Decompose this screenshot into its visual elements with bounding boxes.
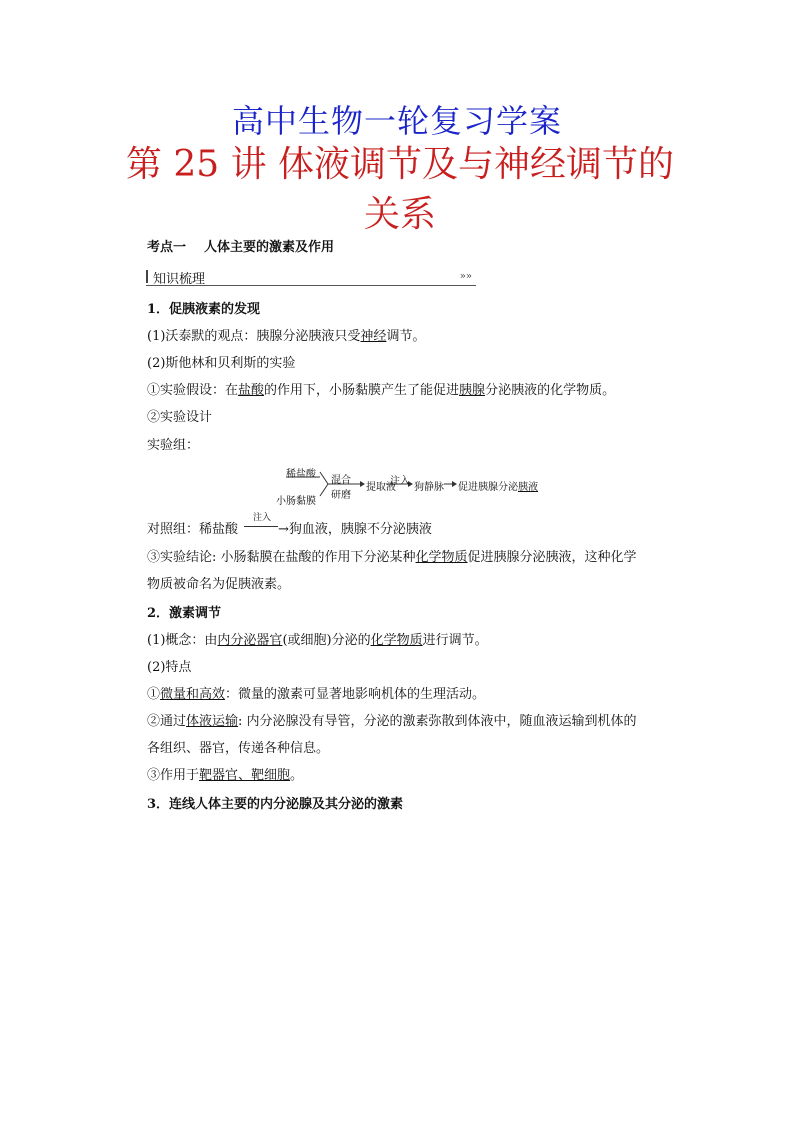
knowledge-tag-bar <box>146 268 476 286</box>
text: ：微量的激素可显著地影响机体的生理活动。 <box>225 687 486 702</box>
heading-gland-matching: 3．连线人体主要的内分泌腺及其分泌的激素 <box>147 797 404 812</box>
underlined-answer: 化学物质 <box>415 550 468 565</box>
text: 。 <box>290 768 304 783</box>
lecture-title: 第 25 讲 体液调节及与神经调节的关系 <box>125 144 675 235</box>
underlined-answer: 体液运输 <box>186 714 239 729</box>
paragraph-conclusion <box>147 548 637 568</box>
underlined-answer: 盐酸 <box>238 383 265 398</box>
underlined-answer: 胰液 <box>518 482 538 493</box>
paragraph-concept <box>147 631 488 651</box>
experiment-flow-diagram <box>276 462 546 506</box>
tag-mark-icon <box>146 270 148 283</box>
text: ①实验假设：在 <box>147 383 239 398</box>
heading-hormone-regulation: 2．激素调节 <box>147 606 222 621</box>
diagram-extract: 提取液 <box>366 482 396 493</box>
paragraph-design: ②实验设计 <box>147 410 213 425</box>
paragraph-feature-2 <box>147 712 637 732</box>
diagram-hcl: 稀盐酸 <box>286 469 316 480</box>
diagram-mix: 混合 <box>331 475 351 486</box>
paragraph-feature-2-cont: 各组织、器官，传递各种信息。 <box>147 741 330 756</box>
arrow-line <box>244 526 278 527</box>
paragraph-control-group <box>147 513 432 540</box>
text: 促进胰腺分泌胰液，这种化学 <box>467 550 637 565</box>
text: 分泌胰液的化学物质。 <box>485 383 616 398</box>
underlined-answer: 内分泌器官 <box>217 633 283 648</box>
paragraph-hypothesis <box>147 381 615 401</box>
diagram-vein: 狗静脉 <box>414 482 444 493</box>
underlined-answer: 胰腺 <box>459 383 486 398</box>
text: →狗血液，胰腺不分泌胰液 <box>278 522 432 537</box>
double-chevron-icon: »» <box>459 271 472 282</box>
paragraph-feature-3 <box>147 766 303 786</box>
diagram-result <box>458 478 538 493</box>
text: (或细胞)分泌的 <box>282 633 371 648</box>
text: 调节。 <box>386 329 426 344</box>
text: 的作用下，小肠黏膜产生了能促进 <box>264 383 460 398</box>
section-heading <box>147 236 334 255</box>
text: ③作用于 <box>147 768 200 783</box>
section-title: 人体主要的激素及作用 <box>204 240 335 255</box>
text: 促进胰腺分泌 <box>458 482 518 493</box>
text: 对照组：稀盐酸 <box>147 522 239 537</box>
text: (1)沃泰默的观点：胰腺分泌胰液只受 <box>147 329 361 344</box>
text: ③实验结论: 小肠黏膜在盐酸的作用下分泌某种 <box>147 550 416 565</box>
underlined-answer: 神经 <box>360 329 387 344</box>
diagram-inject: 注入 <box>390 476 410 487</box>
underlined-answer: 微量和高效 <box>160 687 226 702</box>
text: ②通过 <box>147 714 187 729</box>
document-title: 高中生物一轮复习学案 <box>231 102 562 140</box>
underlined-answer: 化学物质 <box>370 633 423 648</box>
paragraph-experimental-group: 实验组： <box>147 438 200 453</box>
text: : 内分泌腺没有导管，分泌的激素弥散到体液中，随血液运输到机体的 <box>238 714 637 729</box>
diagram-mucosa: 小肠黏膜 <box>276 496 316 507</box>
paragraph-wertheimer <box>147 327 425 347</box>
paragraph-experiment: (2)斯他林和贝利斯的实验 <box>147 356 296 371</box>
paragraph-conclusion-cont: 物质被命名为促胰液素。 <box>147 577 291 592</box>
tag-label: 知识梳理 <box>153 272 206 287</box>
text: (1)概念：由 <box>147 633 218 648</box>
text: ① <box>147 687 161 702</box>
underlined-answer: 靶器官、靶细胞 <box>199 768 291 783</box>
diagram-grind: 研磨 <box>331 490 351 501</box>
inject-arrow <box>244 513 278 533</box>
text: 进行调节。 <box>422 633 488 648</box>
section-label: 考点一 <box>147 240 187 255</box>
paragraph-features: (2)特点 <box>147 660 192 675</box>
heading-secretin: 1．促胰液素的发现 <box>147 302 261 317</box>
inject-label: 注入 <box>253 513 272 523</box>
paragraph-feature-1 <box>147 685 485 705</box>
